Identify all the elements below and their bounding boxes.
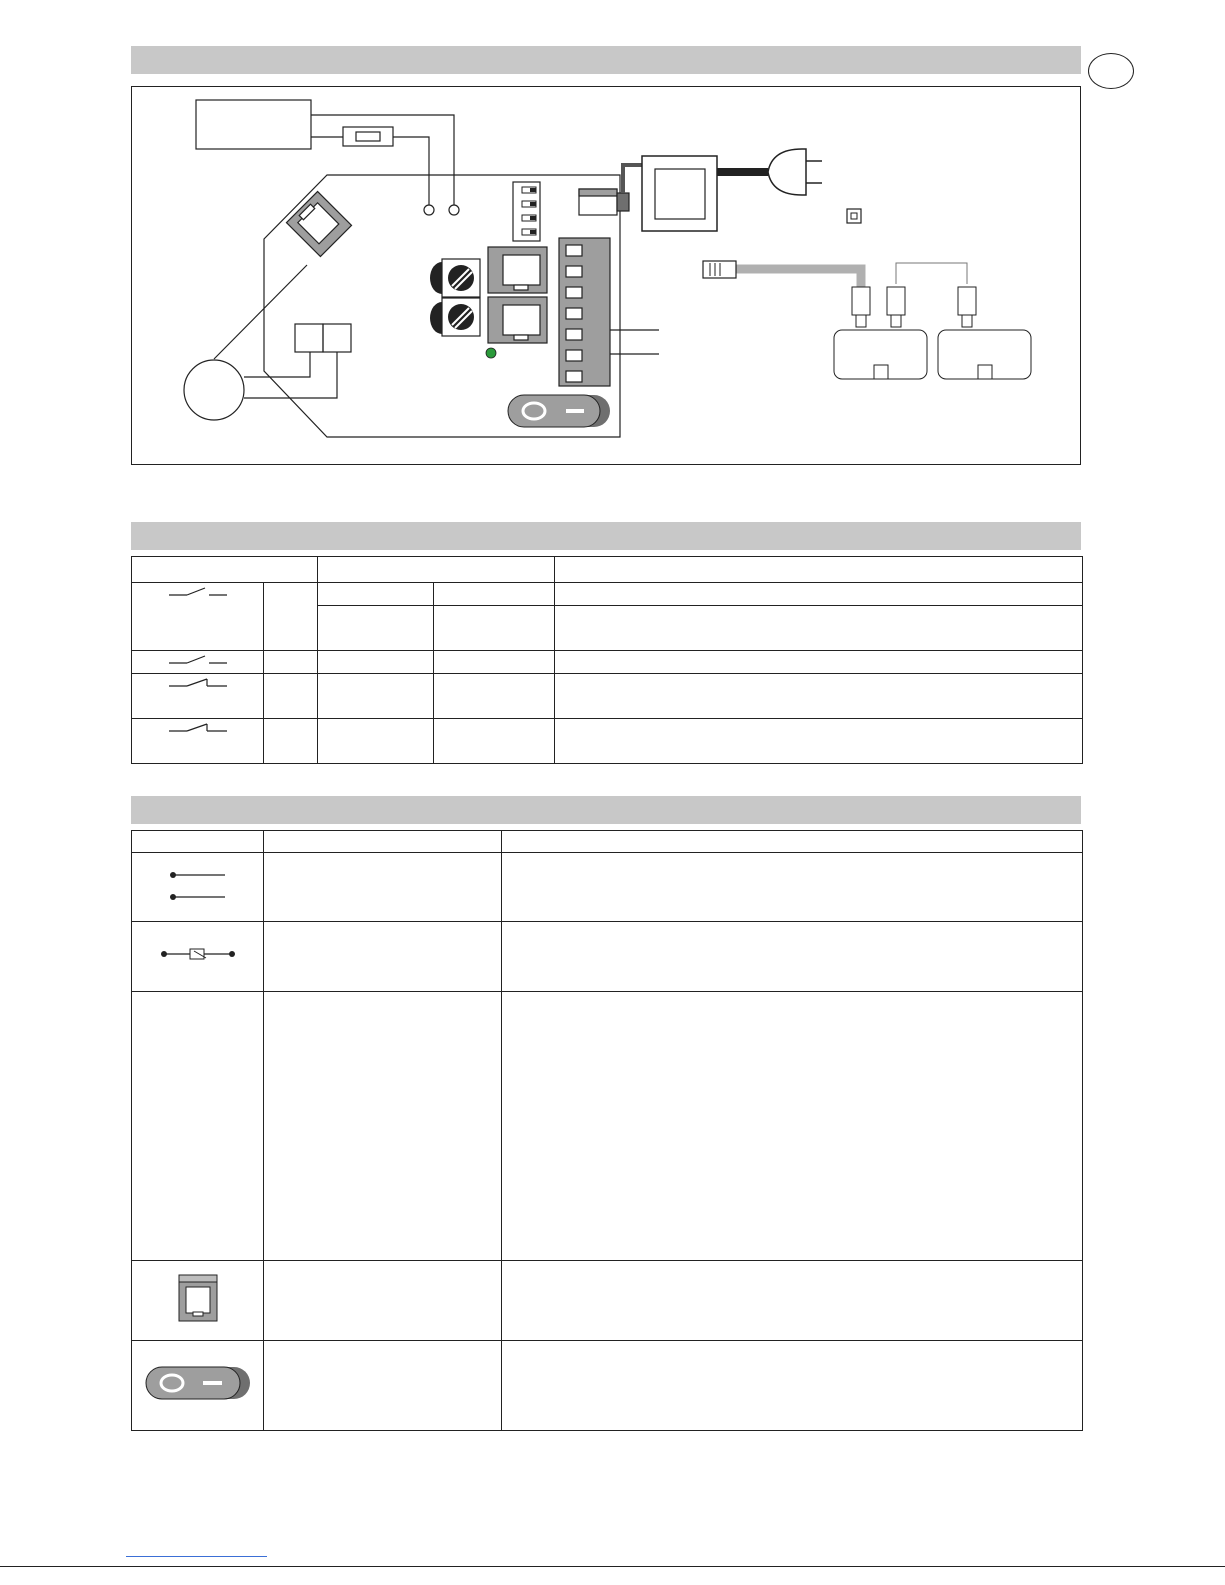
- table-cell: [264, 1341, 502, 1431]
- section-header-bar-2: [131, 522, 1081, 550]
- table-cell: [264, 922, 502, 992]
- table-row: [132, 719, 1083, 764]
- table-row: [132, 651, 1083, 674]
- table-cell: [264, 719, 318, 764]
- screw-terminal-1: [430, 259, 480, 297]
- section-header-bar-1: [131, 46, 1081, 74]
- fuse-icon: [132, 922, 264, 992]
- table-cell: [555, 583, 1083, 606]
- table-cell: [132, 992, 264, 1261]
- table-header-cell: [264, 831, 502, 853]
- language-badge: [1088, 53, 1134, 89]
- table-cell: [555, 674, 1083, 719]
- rj11-jack-icon: [132, 1261, 264, 1341]
- terminal-circle-1: [424, 205, 434, 215]
- table-cell: [502, 922, 1083, 992]
- table-header-cell: [132, 831, 264, 853]
- status-led: [486, 348, 496, 358]
- phone-cord: [703, 261, 967, 287]
- table-cell: [555, 606, 1083, 651]
- table-cell: [264, 674, 318, 719]
- table-cell: [264, 1261, 502, 1341]
- table-row: [132, 853, 1083, 922]
- section-header-bar-3: [131, 796, 1081, 824]
- switch-nc-icon: [132, 719, 264, 764]
- phone-device-2: [938, 330, 1031, 379]
- components-table: [131, 830, 1083, 1431]
- motor: [184, 360, 244, 420]
- table-cell: [434, 606, 555, 651]
- table-cell: [555, 719, 1083, 764]
- table-cell: [264, 583, 318, 651]
- terminal-block: [559, 238, 659, 386]
- switch-no-icon: [132, 583, 264, 651]
- table-cell: [555, 651, 1083, 674]
- table-header-cell: [502, 831, 1083, 853]
- rocker-switch-icon: [132, 1341, 264, 1431]
- table-cell: [264, 992, 502, 1261]
- table-row: [132, 992, 1083, 1261]
- phone-device-1: [834, 330, 927, 379]
- table-cell: [264, 853, 502, 922]
- table-cell: [318, 719, 434, 764]
- table-cell: [502, 992, 1083, 1261]
- table-row: [132, 1261, 1083, 1341]
- table-cell: [434, 719, 555, 764]
- power-switch: [508, 395, 610, 427]
- footer-divider: [0, 1566, 1225, 1567]
- relay: [295, 324, 323, 352]
- table-cell: [434, 651, 555, 674]
- table-cell: [502, 1341, 1083, 1431]
- mains-plug: [768, 149, 822, 195]
- wiring-diagram-svg: [132, 87, 1082, 466]
- footer-link-underline[interactable]: [126, 1556, 267, 1557]
- table-cell: [502, 853, 1083, 922]
- table-row: [132, 583, 1083, 606]
- table-cell: [318, 651, 434, 674]
- table-row: [132, 674, 1083, 719]
- table-cell: [434, 674, 555, 719]
- table-header-cell: [132, 557, 318, 583]
- table-header-row: [132, 831, 1083, 853]
- table-header-row: [132, 557, 1083, 583]
- phone-plugs: [852, 287, 976, 327]
- table-cell: [318, 583, 434, 606]
- contacts-table: [131, 556, 1083, 764]
- switch-nc-icon: [132, 674, 264, 719]
- two-wire-terminal-icon: [132, 853, 264, 922]
- table-header-cell: [555, 557, 1083, 583]
- table-cell: [434, 583, 555, 606]
- power-supply-box: [196, 100, 311, 149]
- screw-terminal-2: [430, 298, 480, 336]
- table-cell: [502, 1261, 1083, 1341]
- table-cell: [318, 606, 434, 651]
- table-cell: [264, 651, 318, 674]
- terminal-circle-2: [449, 205, 459, 215]
- wiring-diagram: [131, 86, 1081, 465]
- table-row: [132, 922, 1083, 992]
- table-header-cell: [318, 557, 555, 583]
- rj11-jack-1: [488, 247, 547, 293]
- table-row: [132, 1341, 1083, 1431]
- switch-no-icon: [132, 651, 264, 674]
- rj11-jack-2: [488, 297, 547, 343]
- table-cell: [318, 674, 434, 719]
- fuse: [343, 127, 393, 146]
